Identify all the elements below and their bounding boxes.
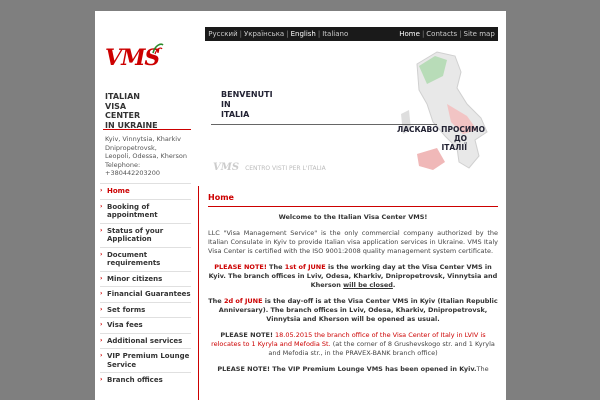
address-line: Telephone: <box>105 160 141 169</box>
notice-lviv <box>208 331 498 358</box>
chevron-right-icon: › <box>100 187 103 194</box>
address-line: Kyiv, Vinnytsia, Kharkiv <box>105 135 181 143</box>
site-title-line: IN UKRAINE <box>105 120 158 130</box>
notice-label: PLEASE NOTE! <box>220 331 273 339</box>
chevron-right-icon: › <box>100 305 103 313</box>
title-rule <box>208 206 498 207</box>
banner-ukrainian-text <box>397 125 485 152</box>
sidebar-item-label: Set forms <box>107 305 146 314</box>
address-line: Dnipropetrovsk, <box>105 143 157 152</box>
main-content <box>208 193 498 381</box>
welcome-banner <box>207 44 499 189</box>
notice-text: (at the corner of 8 Grushevskogo str. and 1 Kyryla and Mefodia str., in the PRAVEX-BANK branch office) <box>268 340 495 357</box>
sidebar-item-label: Status of your Application <box>107 226 164 243</box>
banner-italian-text <box>221 90 273 120</box>
banner-subtitle-text: CENTRO VISTI PER L'ITALIA <box>245 165 326 172</box>
notice-text: The <box>266 263 285 271</box>
nav-home[interactable]: Home <box>399 30 420 38</box>
banner-line: ITALIA <box>221 110 250 119</box>
intro-paragraph: LLC "Visa Management Service" is the only commercial company authorized by the Italian Consulate in Kyiv to provide Italian visa application services in Ukraine. VMS Italy Visa Center is certified with the ISO 9001:2008 quality management system certificate. <box>208 229 498 255</box>
notice-label: PLEASE NOTE! <box>214 263 267 271</box>
sidebar-item-label: Document requirements <box>107 250 161 267</box>
sidebar-item-label: Home <box>107 187 130 195</box>
notice-text: The <box>476 365 489 373</box>
sidebar-item-label: Booking of appointment <box>107 202 158 219</box>
page <box>95 11 506 400</box>
sidebar-item-status[interactable] <box>100 223 191 247</box>
site-title-line: VISA <box>105 101 127 111</box>
chevron-right-icon: › <box>100 376 103 383</box>
separator: | <box>239 30 242 38</box>
sidebar-item-fees[interactable] <box>100 317 191 333</box>
italy-map-image <box>397 44 497 189</box>
chevron-right-icon: › <box>100 336 103 344</box>
sidebar-item-documents[interactable] <box>100 247 191 271</box>
address-block <box>105 135 195 178</box>
lang-italian[interactable]: Italiano <box>322 30 349 38</box>
sidebar-item-financial[interactable] <box>100 286 191 302</box>
sidebar-item-label: Minor citizens <box>107 274 163 283</box>
sidebar-item-booking[interactable] <box>100 199 191 223</box>
sidebar-item-home[interactable] <box>100 183 191 199</box>
sidebar-item-label: Branch offices <box>107 376 163 384</box>
notice-vip <box>208 365 498 374</box>
notice-text: is the day-off is at the Visa Center VMS in Kyiv (Italian Republic Anniversary). The branch offices in Lviv, Odesa, Kharkiv, Dnipropetrovsk, Vinnytsia and Kherson will be opened as usual. <box>218 297 498 323</box>
site-title-line: CENTER <box>105 111 141 120</box>
banner-line: ІТАЛІЇ <box>441 143 467 152</box>
nav-contacts[interactable]: Contacts <box>426 30 458 38</box>
notice-date: 2d of JUNE <box>223 297 263 305</box>
site-title <box>105 92 195 130</box>
lang-english[interactable]: English <box>290 30 316 38</box>
notice-text: is the working day at the Visa Center VMS in Kyiv. The branch offices in Lviv, Odesa, Kharkiv, Dnipropetrovsk, Vinnytsia and Kherson <box>208 263 498 289</box>
chevron-right-icon: › <box>100 321 103 328</box>
nav-site-map[interactable]: Site map <box>463 30 495 38</box>
page-title: Home <box>208 193 234 202</box>
top-nav-bar <box>387 27 498 41</box>
lang-ukrainian[interactable]: Українська <box>243 30 285 38</box>
notice-june-1 <box>208 263 498 290</box>
sidebar-item-minors[interactable] <box>100 271 191 287</box>
chevron-right-icon: › <box>100 226 103 234</box>
title-divider <box>103 129 191 130</box>
sidebar-item-vip[interactable] <box>100 348 191 372</box>
chevron-right-icon: › <box>100 352 103 359</box>
notice-closed: will be closed <box>343 281 393 289</box>
language-bar <box>205 27 387 41</box>
notice-label: PLEASE NOTE! <box>217 365 270 373</box>
chevron-right-icon: › <box>100 274 103 282</box>
site-title-line: ITALIAN <box>105 92 140 101</box>
notice-text: The VIP Premium Lounge VMS has been opened in Kyiv. <box>269 365 477 373</box>
lang-russian[interactable]: Русский <box>208 30 238 38</box>
sidebar-item-branches[interactable] <box>100 372 191 388</box>
welcome-heading: Welcome to the Italian Visa Center VMS! <box>278 213 428 221</box>
chevron-right-icon: › <box>100 202 103 210</box>
sidebar-item-forms[interactable] <box>100 302 191 318</box>
sidebar-item-label: Financial Guarantees <box>107 290 191 298</box>
notice-june-2 <box>208 297 498 324</box>
separator: | <box>459 30 462 38</box>
separator: | <box>421 30 425 38</box>
banner-subtitle <box>213 162 326 173</box>
separator: | <box>286 30 289 38</box>
banner-line: ДО <box>453 134 467 143</box>
sidebar-item-label: Visa fees <box>107 321 143 329</box>
sidebar-menu <box>100 183 191 388</box>
banner-line: BENVENUTI <box>221 90 273 99</box>
chevron-right-icon: › <box>100 250 103 258</box>
sidebar-item-services[interactable] <box>100 333 191 349</box>
notice-relocation: 18.05.2015 the branch office of the Visa Center of Italy in LVIV is relocates to 1 Kyryla and Mefodia St. <box>211 331 486 348</box>
banner-line: ЛАСКАВО ПРОСИМО <box>397 125 485 134</box>
sidebar-item-label: VIP Premium Lounge Service <box>107 352 190 369</box>
banner-line: IN <box>221 100 231 109</box>
logo-swirl-icon <box>149 41 165 57</box>
banner-vms-mark: VMS <box>213 162 240 173</box>
notice-text: . <box>392 281 396 289</box>
notice-text: The <box>208 297 224 305</box>
vms-logo[interactable] <box>105 41 165 76</box>
phone-number[interactable]: +380442203200 <box>105 169 161 177</box>
address-line: Leopoli, Odessa, Kherson <box>105 152 187 160</box>
logo-text: VMS <box>105 45 160 71</box>
sidebar-item-label: Additional services <box>107 336 183 345</box>
chevron-right-icon: › <box>100 290 103 297</box>
column-divider <box>198 186 199 400</box>
notice-date: 1st of JUNE <box>284 263 326 271</box>
separator: | <box>317 30 321 38</box>
